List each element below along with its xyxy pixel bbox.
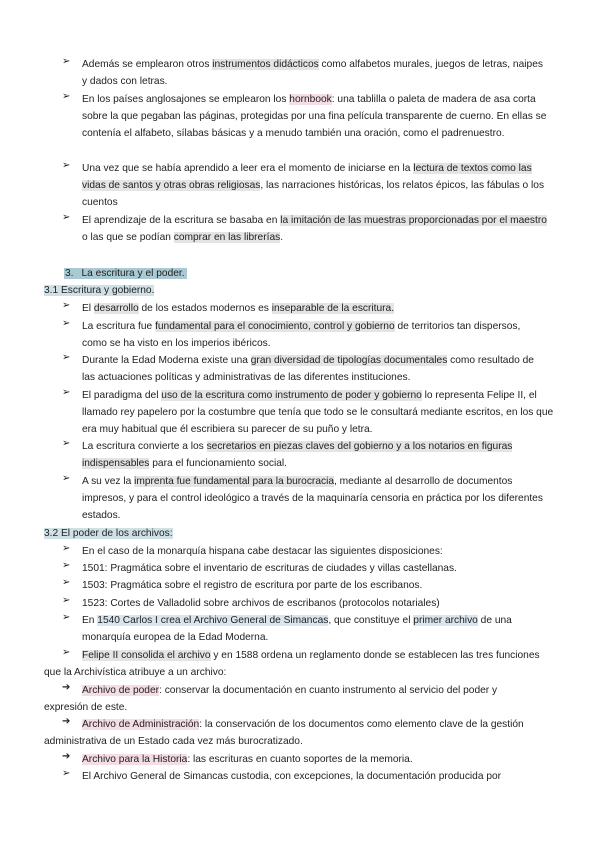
archive-function-text bbox=[44, 682, 544, 716]
highlighted-text: secretarios en piezas claves del gobierno y a los notarios en figuras indispensables bbox=[82, 441, 513, 470]
subsection-title-text: 3.2 El poder de los archivos: bbox=[44, 528, 173, 539]
bullet-arrow-icon: ➢ bbox=[62, 300, 71, 311]
text-run: lo representa Felipe II, el llamado rey papelero por la costumbre que tenía que todo se le consultará mediante escritos, en los que era muy habitual que él escribiera su parecer de su puño y letra. bbox=[82, 390, 554, 436]
bullet-text bbox=[82, 577, 552, 594]
text-run: de una monarquía europea de la Edad Moderna. bbox=[82, 615, 512, 644]
text-run: 1523: Cortes de Valladolid sobre archivos de escribanos (protocolos notariales) bbox=[82, 598, 440, 609]
bullet-arrow-icon: ➢ bbox=[62, 560, 71, 571]
text-run: de los estados modernos es bbox=[138, 303, 272, 314]
text-run: o las que se podían bbox=[82, 232, 174, 244]
bullet-arrow-icon: ➢ bbox=[62, 438, 71, 449]
text-run: : conservar la documentación en cuanto instrumento al servicio del poder y expresión de este. bbox=[44, 685, 498, 714]
text-run: y en 1588 ordena un reglamento donde se establecen las tres funciones que la Archivística atribuye a un archivo: bbox=[44, 650, 540, 679]
bullet-arrow-icon: ➢ bbox=[62, 473, 71, 484]
arrow-icon: ➔ bbox=[62, 751, 71, 762]
heading-number: 3. bbox=[64, 268, 82, 279]
text-run: 1501: Pragmática sobre el inventario de escrituras de ciudades y villas castellanas. bbox=[82, 563, 457, 574]
bullet-text bbox=[82, 612, 552, 646]
bullet-text bbox=[82, 212, 552, 246]
highlighted-text: desarrollo bbox=[93, 303, 139, 314]
bullet-text bbox=[82, 91, 552, 143]
highlighted-text: Archivo de poder bbox=[82, 685, 160, 696]
bullet-text bbox=[82, 543, 552, 560]
highlighted-text: Archivo de Administración bbox=[82, 719, 200, 730]
section-heading bbox=[62, 265, 189, 282]
bullet-arrow-icon: ➢ bbox=[62, 387, 71, 398]
bullet-text bbox=[82, 768, 552, 785]
subsection-title-text: 3.1 Escritura y gobierno. bbox=[44, 285, 155, 296]
bullet-arrow-icon: ➢ bbox=[62, 612, 71, 623]
text-run: : las escrituras en cuanto soportes de la memoria. bbox=[187, 754, 413, 765]
text-run: para el funcionamiento social. bbox=[149, 458, 288, 470]
subsection-title bbox=[44, 525, 173, 542]
archive-function-text bbox=[82, 751, 552, 768]
archive-function-text bbox=[44, 716, 544, 750]
felipe-paragraph bbox=[44, 647, 544, 681]
highlighted-text: lectura de textos como las vidas de santos y otras obras religiosas bbox=[82, 163, 532, 192]
bullet-text bbox=[82, 300, 552, 317]
bullet-text bbox=[82, 387, 558, 439]
bullet-arrow-icon: ➢ bbox=[62, 768, 71, 779]
text-run: La escritura convierte a los bbox=[82, 441, 207, 452]
highlighted-text: gran diversidad de tipologías documentales bbox=[250, 355, 448, 366]
highlighted-text: 1540 Carlos I crea el Archivo General de Simancas bbox=[97, 615, 329, 626]
text-run: : una tablilla o paleta de madera de asa corta sobre la que pegaban las páginas, protegidas por una fina película transparente de cuerno. En ellas se contenía el alfabeto, sílabas básicas y a menudo también una oración, como el padrenuestro. bbox=[82, 94, 547, 140]
highlighted-text: primer archivo bbox=[413, 615, 478, 626]
text-run: . bbox=[280, 232, 284, 244]
bullet-arrow-icon: ➢ bbox=[62, 91, 71, 102]
text-run: Una vez que se había aprendido a leer era el momento de iniciarse en la bbox=[82, 163, 414, 174]
highlighted-text: imprenta fue fundamental para la burocracia bbox=[134, 476, 335, 487]
bullet-arrow-icon: ➢ bbox=[62, 647, 71, 658]
text-run: 1503: Pragmática sobre el registro de escritura por parte de los escribanos. bbox=[82, 580, 423, 591]
bullet-arrow-icon: ➢ bbox=[62, 577, 71, 588]
bullet-text bbox=[82, 318, 546, 352]
arrow-icon: ➔ bbox=[62, 682, 71, 693]
text-run: El paradigma del bbox=[82, 390, 162, 401]
bullet-text bbox=[82, 352, 546, 386]
bullet-text bbox=[82, 595, 552, 612]
highlighted-text: uso de la escritura como instrumento de poder y gobierno bbox=[161, 390, 422, 401]
text-run: A su vez la bbox=[82, 476, 135, 487]
bullet-text bbox=[82, 56, 550, 90]
bullet-arrow-icon: ➢ bbox=[62, 543, 71, 554]
text-run: El bbox=[82, 303, 94, 314]
bullet-text bbox=[82, 160, 554, 212]
text-run: , que constituye el bbox=[328, 615, 414, 626]
highlighted-text: hornbook bbox=[289, 94, 332, 105]
bullet-text bbox=[82, 438, 552, 472]
highlighted-text: la imitación de las muestras proporcionadas por el maestro bbox=[280, 215, 547, 226]
text-run: Durante la Edad Moderna existe una bbox=[82, 355, 251, 366]
bullet-arrow-icon: ➢ bbox=[62, 595, 71, 606]
text-run: como alfabetos murales, juegos de letras, naipes y dados con letras. bbox=[82, 59, 543, 88]
bullet-arrow-icon: ➢ bbox=[62, 160, 71, 171]
highlighted-text: inseparable de la escritura. bbox=[271, 303, 395, 314]
highlighted-text: Archivo para la Historia bbox=[82, 754, 188, 765]
heading-title: La escritura y el poder. bbox=[81, 268, 185, 279]
text-run: , las narraciones históricas, los relatos épicos, las fábulas o los cuentos bbox=[82, 180, 545, 209]
bullet-text bbox=[82, 473, 550, 525]
arrow-icon: ➔ bbox=[62, 716, 71, 727]
bullet-text bbox=[82, 560, 552, 577]
text-run: El Archivo General de Simancas custodia, con excepciones, la documentación producida por bbox=[82, 771, 502, 782]
text-run: En el caso de la monarquía hispana cabe destacar las siguientes disposiciones: bbox=[82, 546, 443, 557]
bullet-arrow-icon: ➢ bbox=[62, 318, 71, 329]
text-run: de territorios tan dispersos, como se ha visto en los imperios ibéricos. bbox=[82, 321, 521, 350]
highlighted-text: Felipe II consolida el archivo bbox=[82, 650, 211, 661]
highlighted-text: instrumentos didácticos bbox=[212, 59, 319, 70]
bullet-arrow-icon: ➢ bbox=[62, 352, 71, 363]
highlighted-text: comprar en las librerías bbox=[173, 232, 281, 244]
text-run: En los países anglosajones se emplearon los bbox=[82, 94, 290, 105]
text-run: como resultado de las actuaciones políticas y administrativas de las diferentes instituciones. bbox=[82, 355, 534, 384]
highlighted-text: fundamental para el conocimiento, control y gobierno bbox=[155, 321, 395, 332]
text-run: : la conservación de los documentos como elemento clave de la gestión administrativa de un Estado cada vez más burocratizado. bbox=[44, 719, 524, 748]
bullet-arrow-icon: ➢ bbox=[62, 56, 71, 67]
text-run: , mediante al desarrollo de documentos impresos, y para el control ideológico a través de la maquinaría censoria en práctica por los diferentes estados. bbox=[82, 476, 543, 522]
text-run: La escritura fue bbox=[82, 321, 156, 332]
text-run: Además se emplearon otros bbox=[82, 59, 213, 70]
text-run: En bbox=[82, 615, 98, 626]
subsection-title bbox=[44, 282, 154, 299]
bullet-arrow-icon: ➢ bbox=[62, 212, 71, 223]
text-run: El aprendizaje de la escritura se basaba en bbox=[82, 215, 281, 226]
